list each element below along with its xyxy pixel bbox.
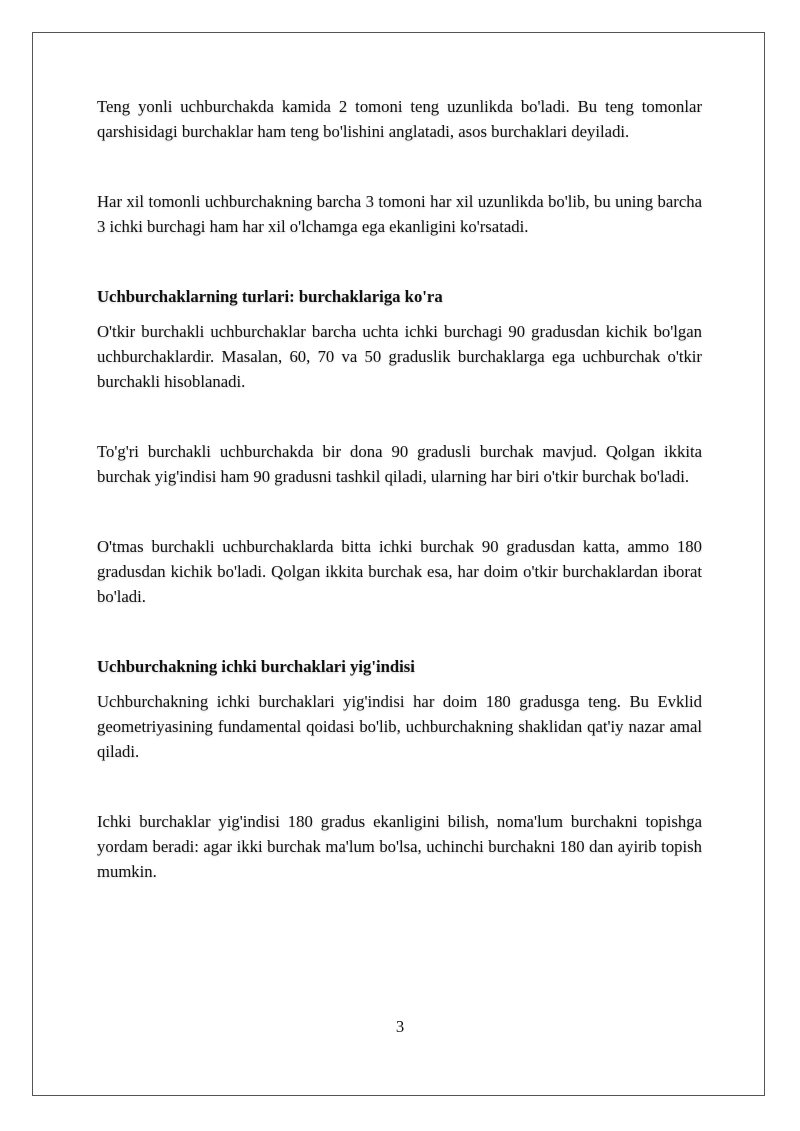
- paragraph-angle-sum-rule: Uchburchakning ichki burchaklari yig'indisi har doim 180 gradusga teng. Bu Evklid geometriyasining fundamental qoidasi bo'lib, uchburchakning shaklidan qat'iy nazar amal qiladi.: [97, 692, 702, 761]
- paragraph-angle-sum-use: Ichki burchaklar yig'indisi 180 gradus ekanligini bilish, noma'lum burchakni topishga yordam beradi: agar ikki burchak ma'lum bo'lsa, uchinchi burchakni 180 dan ayirib topish mumkin.: [97, 812, 702, 881]
- page-content: [97, 94, 702, 884]
- page-number: 3: [395, 1017, 405, 1036]
- paragraph-right: To'g'ri burchakli uchburchakda bir dona 90 gradusli burchak mavjud. Qolgan ikkita burchak yig'indisi ham 90 gradusni tashkil qiladi, ularning har biri o'tkir burchak bo'ladi.: [97, 442, 702, 486]
- paragraph-acute: O'tkir burchakli uchburchaklar barcha uchta ichki burchagi 90 gradusdan kichik bo'lgan uchburchaklardir. Masalan, 60, 70 va 50 graduslik burchaklarga ega uchburchak o'tkir burchakli hisoblanadi.: [97, 322, 702, 391]
- paragraph-scalene: Har xil tomonli uchburchakning barcha 3 tomoni har xil uzunlikda bo'lib, bu uning barcha 3 ichki burchagi ham har xil o'lchamga ega ekanligini ko'rsatadi.: [97, 192, 702, 236]
- section-heading-angle-sum: Uchburchakning ichki burchaklari yig'indisi: [97, 657, 415, 676]
- paragraph-obtuse: O'tmas burchakli uchburchaklarda bitta ichki burchak 90 gradusdan katta, ammo 180 gradusdan kichik bo'ladi. Qolgan ikkita burchak esa, har doim o'tkir burchaklardan iborat bo'ladi.: [97, 537, 702, 606]
- paragraph-isosceles: Teng yonli uchburchakda kamida 2 tomoni teng uzunlikda bo'ladi. Bu teng tomonlar qarshisidagi burchaklar ham teng bo'lishini anglatadi, asos burchaklari deyiladi.: [97, 97, 702, 141]
- section-heading-angle-types: Uchburchaklarning turlari: burchaklariga ko'ra: [97, 287, 443, 306]
